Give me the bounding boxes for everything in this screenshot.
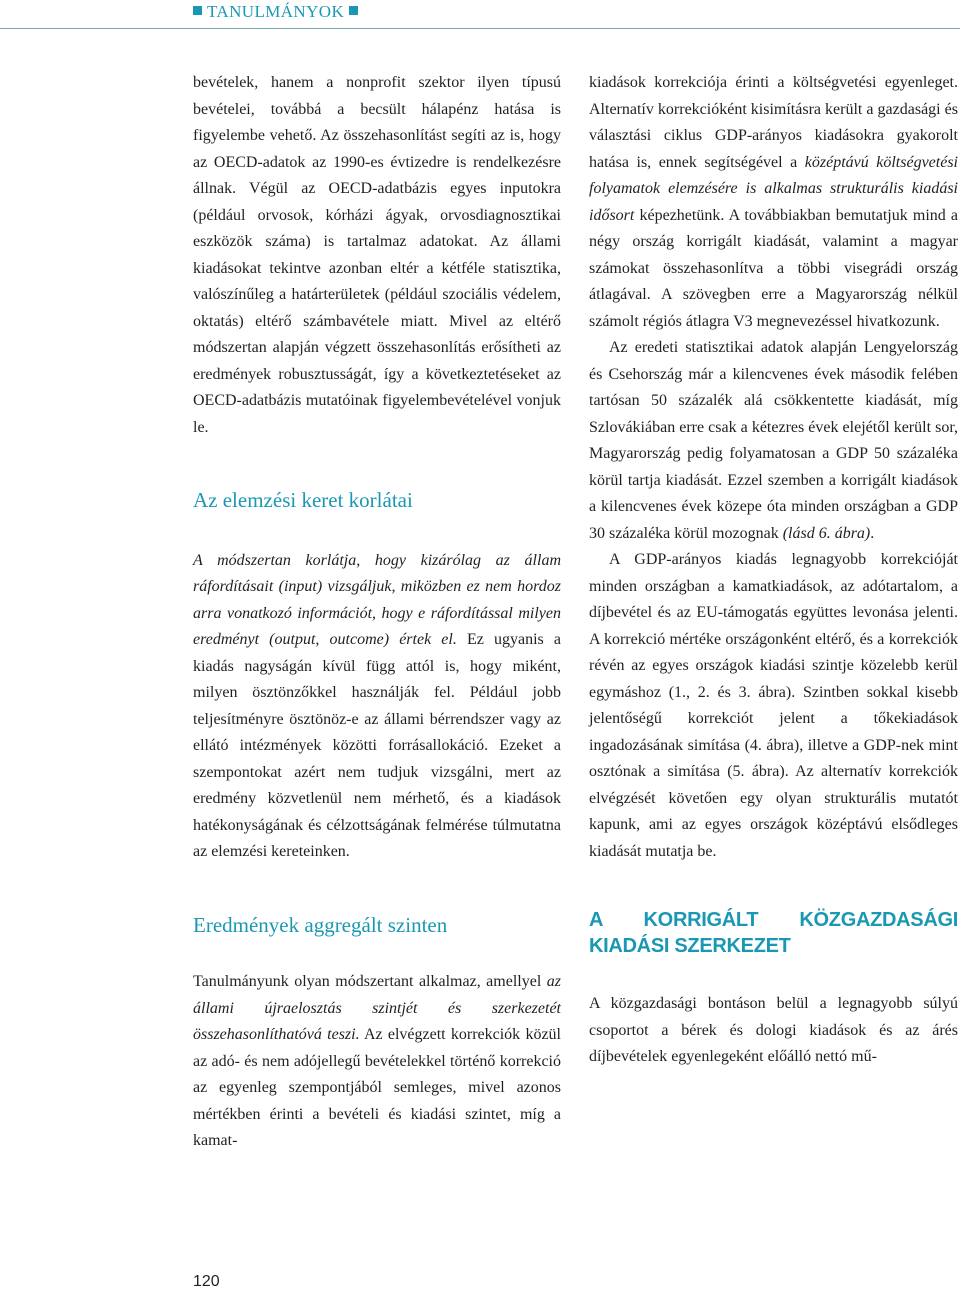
italic-text: középtávú költségvetési folyamatok elemzésére is alkalmas strukturális kiadási idősort [589,153,959,224]
heading-results: Eredmények aggregált szinten [193,912,448,937]
paragraph: bevételek, hanem a nonprofit szektor ilyen típusú bevételei, továbbá a becsült hálapénz hatása is figyelembe vehető. Az összehasonlítást segíti az is, hogy az OECD-adatok az 1990-es évtizedre is rendelkezésre állnak. Végül az OECD-adatbázis egyes inputokra (például orvosok, kórházi ágyak, orvosdiagnosztikai eszközök száma) is tartalmaz adatokat. Az állami kiadásokat tekintve azonban eltér a kétféle statisztika, valószínűleg a határterületek (például szociális védelem, oktatás) eltérő számbavétele miatt. Mivel az eltérő módszertan alapján végzett összehasonlítás erősítheti az eredmények robusztusságát, így a következtetéseket az OECD-adatbázis mutatóinak figyelembevételével vonjuk le. [193,74,561,436]
square-bullet-icon [349,6,358,15]
paragraph: A GDP-arányos kiadás legnagyobb korrekcióját minden országban a kamatkiadások, az adótartalom, a díjbevétel és az EU-támogatás együttes levonása jelenti. A korrekció mértéke országonként eltérő, és a korrekciók révén az egyes országok kiadási szintje közelebb kerül egymáshoz (1., 2. és 3. ábra). Szintben sokkal kisebb jelentőségű korrekciót jelent a tőkekiadások ingadozásának simítása (4. ábra), illetve a GDP-nek mint osztónak a simítása (5. ábra). Az alternatív korrekciók elvégzését követően egy olyan strukturális mutatót kapunk, ami az egyes országok középtávú elsődleges kiadását mutatja be. [589,551,958,860]
paragraph: A közgazdasági bontáson belül a legnagyobb súlyú csoportot a bérek és dologi kiadások és az árés díjbevételek egyenlegeként előálló nettó mű- [589,995,958,1065]
paragraph: kiadások korrekciója érinti a költségvetési egyenleget. Alternatív korrekcióként kisimításra került a gazdasági és választási ciklus GDP-arányos kiadásokra gyakorolt hatása is, ennek segítségével a középtávú költségvetési folyamatok elemzésére is alkalmas strukturális kiadási idősort képezhetünk. A továbbiakban bemutatjuk mind a négy ország korrigált kiadását, valamint a magyar számokat összehasonlítva a többi visegrádi ország átlagával. A szövegben erre a Magyarország nélkül számolt régiós átlagra V3 megnevezéssel hivatkozunk. [589,74,959,330]
figure-reference: (lásd 6. ábra) [782,524,871,542]
header-rule [0,28,960,29]
right-column [589,70,958,1071]
paragraph: Tanulmányunk olyan módszertant alkalmaz, amellyel az állami újraelosztás szintjét és szerkezetét összehasonlíthatóvá teszi. Az elvégzett korrekciók közül az adó- és nem adójellegű bevételekkel történő korrekció az egyenleg szempontjából semleges, mivel azonos mértékben érinti a bevételi és kiadási szintet, míg a kamat- [193,973,561,1149]
paragraph: A módszertan korlátja, hogy kizárólag az állam ráfordításait (input) vizsgáljuk, miközben ez nem hordoz arra vonatkozó információt, hogy e ráfordítással milyen eredményt (output, outcome) értek el. Ez ugyanis a kiadás nagyságán kívül függ attól is, hogy miként, milyen ösztönzőkkel használják fel. Például jobb teljesítményre ösztönöz-e az állami bérrendszer vagy az ellátó intézmények közötti forrásallokáció. Ezeket a szempontokat azért nem tudjuk vizsgálni, mert az eredmény közvetlenül nem mérhető, és a kiadások hatékonyságának és célzottságának felmérése túlmutatna az elemzési kereteinken. [193,551,562,860]
paragraph: Az eredeti statisztikai adatok alapján Lengyelország és Csehország már a kilencvenes évek második felében tartósan 50 százalék alá csökkentette kiadását, míg Szlovákiában erre csak a kétezres évek elejétől került sor, Magyarország pedig folyamatosan a GDP 50 százaléka körül tartja kiadását. Ezzel szemben a korrigált kiadások a kilencvenes évek közepe óta minden országban a GDP 30 százaléka körül mozognak (lásd 6. ábra). [589,339,958,542]
left-column [193,70,561,1155]
square-bullet-icon [193,6,202,15]
section-heading: A KORRIGÁLT KÖZGAZDASÁGI KIADÁSI SZERKEZET [589,909,958,957]
section-header [188,2,363,26]
heading-limits: Az elemzési keret korlátai [193,488,413,512]
section-header-title: TANULMÁNYOK [207,2,345,21]
italic-text: az állami újraelosztás szintjét és szerkezetét összehasonlíthatóvá teszi. [193,973,561,1043]
italic-text: A módszertan korlátja, hogy kizárólag az állam ráfordításait (input) vizsgáljuk, miközben ez nem hordoz arra vonatkozó információt, hogy e ráfordítással milyen eredményt (output, outcome) értek el. [193,551,561,648]
page-number: 120 [193,1273,220,1290]
